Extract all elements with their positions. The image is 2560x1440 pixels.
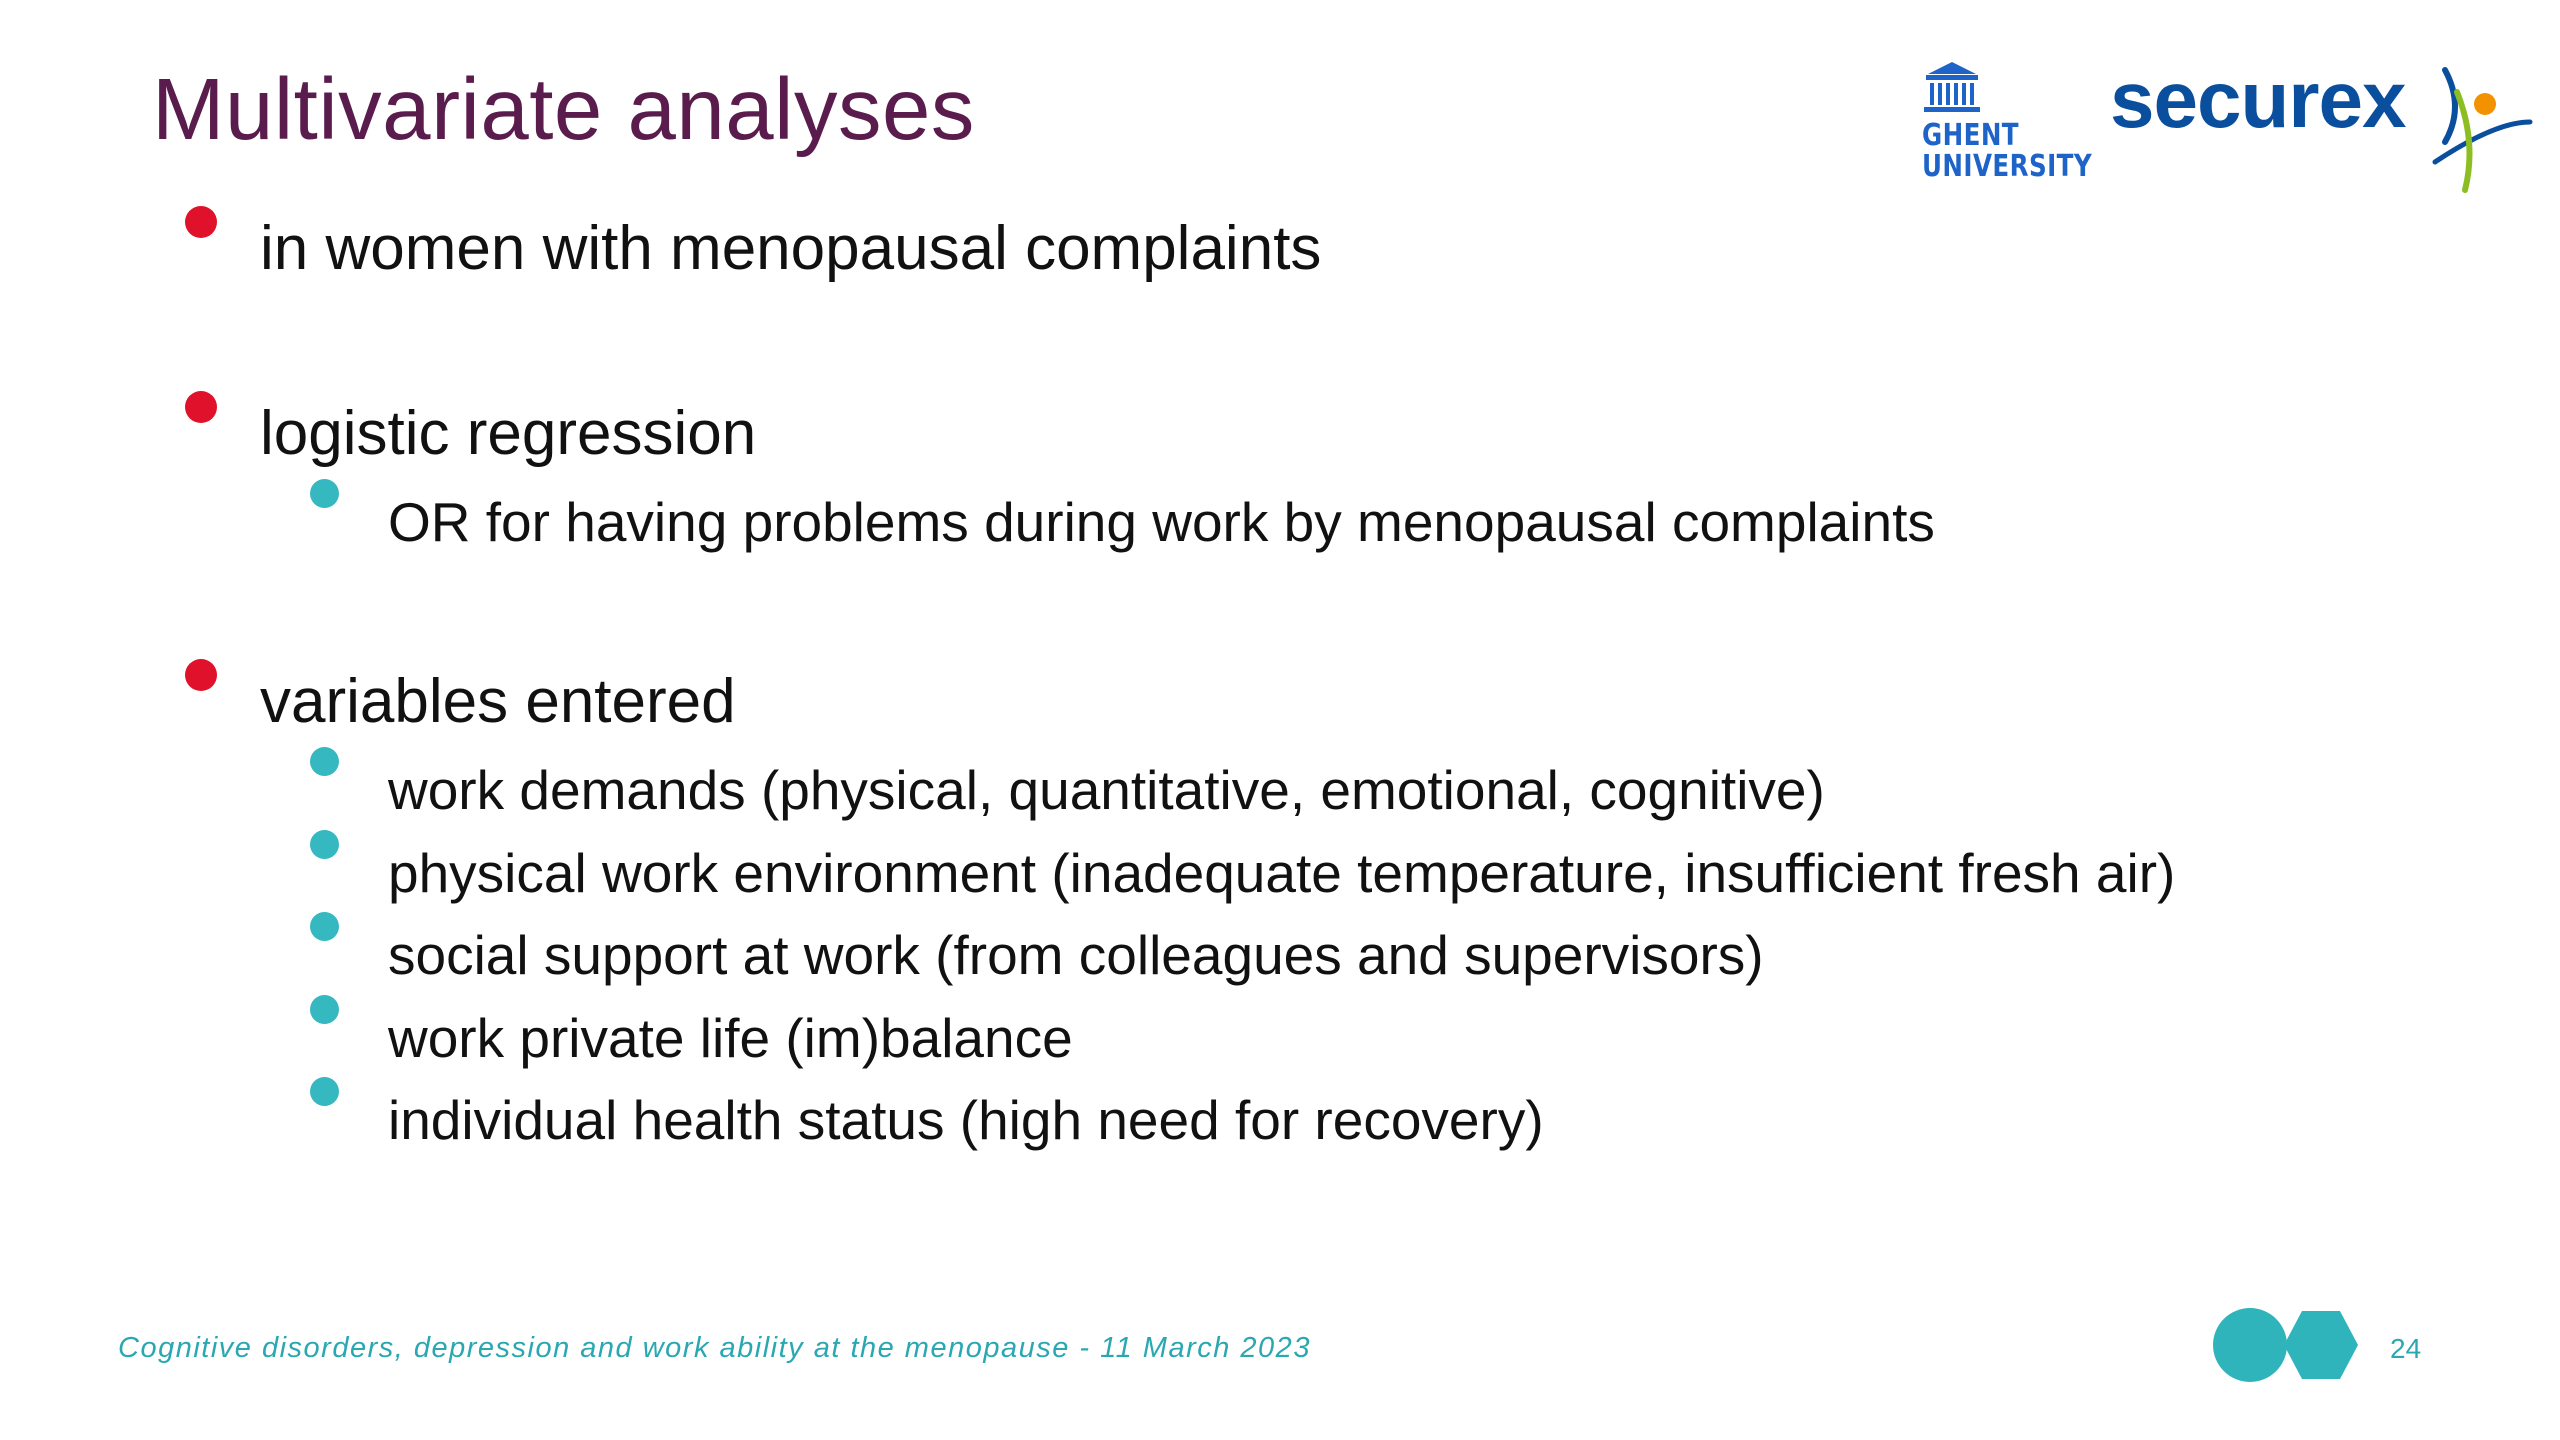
ghent-logo-line1: GHENT <box>1922 118 2020 153</box>
sub-bullet-text: work private life (im)balance <box>388 1007 1073 1069</box>
bullet-dot <box>185 659 217 691</box>
list-item <box>260 399 757 468</box>
footer-text: Cognitive disorders, depression and work ability at the menopause - 11 March 2023 <box>118 1332 1311 1364</box>
bullet-dot <box>185 391 217 423</box>
ghent-logo-line2: UNIVERSITY <box>1922 149 2093 184</box>
page-number: 24 <box>2390 1333 2422 1364</box>
bullet-dot <box>185 206 217 238</box>
sub-bullet-dot <box>310 479 339 508</box>
sub-list-item <box>388 759 1825 821</box>
sub-bullet-text: individual health status (high need for recovery) <box>388 1089 1544 1151</box>
slide-title: Multivariate analyses <box>152 61 975 158</box>
sub-list-item <box>388 1089 1544 1151</box>
decorative-shapes-icon <box>2212 1305 2372 1385</box>
sub-bullet-text: physical work environment (inadequate temperature, insufficient fresh air) <box>388 842 2176 904</box>
sub-bullet-dot <box>310 912 339 941</box>
sub-list-item <box>388 491 1935 553</box>
bullet-text: logistic regression <box>260 399 757 468</box>
sub-list-item <box>388 842 2176 904</box>
sub-bullet-dot <box>310 1077 339 1106</box>
sub-list-item <box>388 924 1764 986</box>
sub-list-item <box>388 1007 1073 1069</box>
bullet-text: in women with menopausal complaints <box>260 214 1322 283</box>
list-item <box>260 214 1322 283</box>
sub-bullet-dot <box>310 995 339 1024</box>
sub-bullet-text: work demands (physical, quantitative, emotional, cognitive) <box>388 759 1825 821</box>
sub-bullet-dot <box>310 747 339 776</box>
bullet-text: variables entered <box>260 667 736 736</box>
sub-bullet-dot <box>310 830 339 859</box>
sub-bullet-text: OR for having problems during work by menopausal complaints <box>388 491 1935 553</box>
list-item <box>260 667 736 736</box>
sub-bullet-text: social support at work (from colleagues and supervisors) <box>388 924 1764 986</box>
securex-logo: securex <box>2110 55 2406 144</box>
